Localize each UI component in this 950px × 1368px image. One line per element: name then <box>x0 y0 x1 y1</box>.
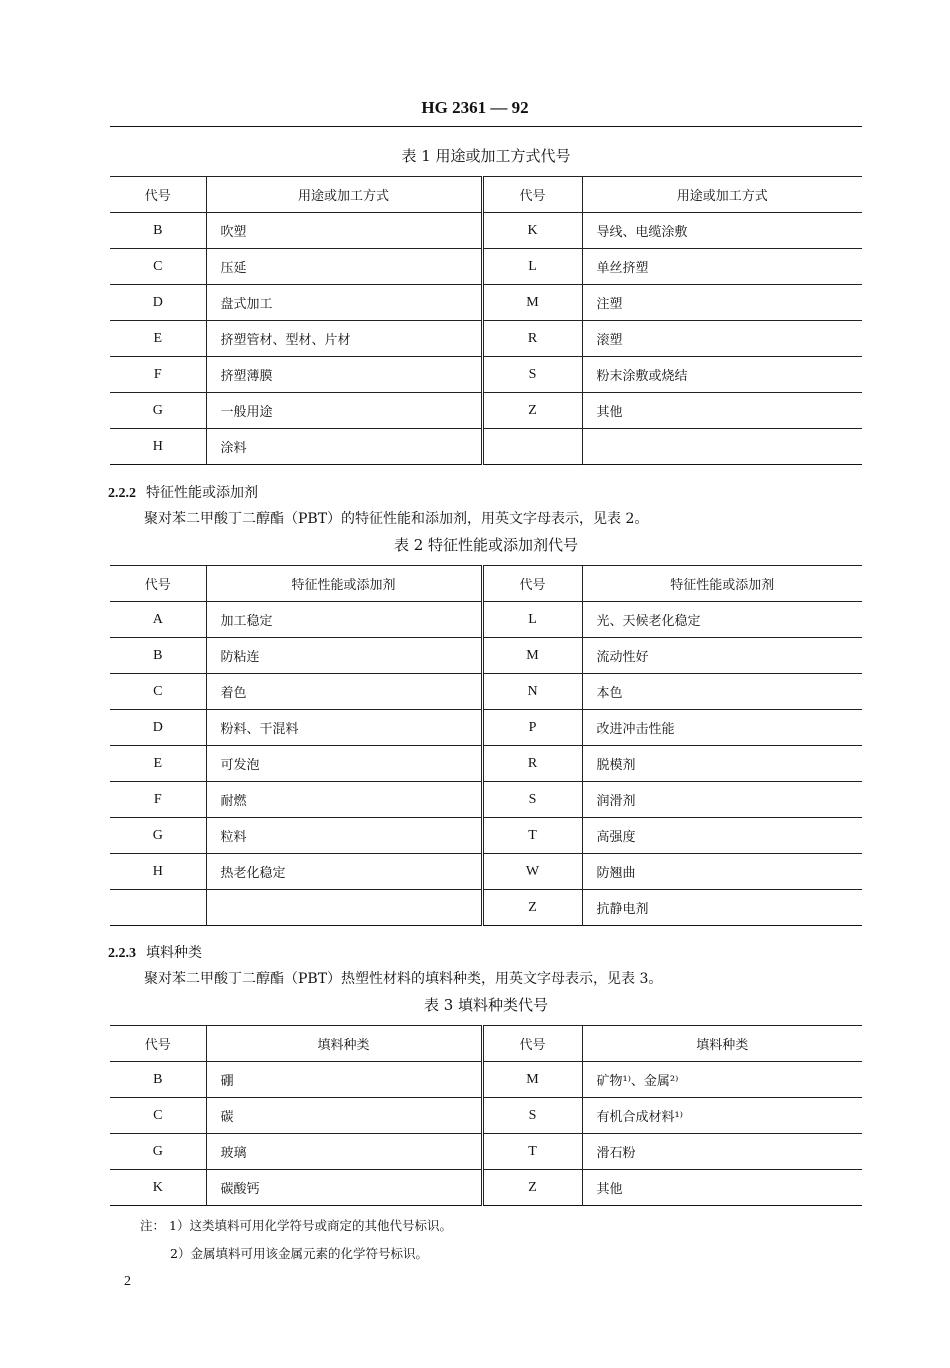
standard-number: HG 2361 — 92 <box>421 98 529 117</box>
code-cell: L <box>482 602 582 638</box>
section-title: 特征性能或添加剂 <box>146 485 258 501</box>
table-row <box>110 890 862 926</box>
text-cell: 挤塑管材、型材、片材 <box>206 321 482 357</box>
code-cell: C <box>110 1098 206 1134</box>
table-row <box>110 746 862 782</box>
text-cell: 注塑 <box>582 285 862 321</box>
text-cell: 加工稳定 <box>206 602 482 638</box>
text-cell: 防翘曲 <box>582 854 862 890</box>
code-cell: C <box>110 249 206 285</box>
section-2-2-2-heading <box>108 482 258 502</box>
note-1-text: 1）这类填料可用化学符号或商定的其他代号标识。 <box>169 1218 452 1233</box>
column-header: 特征性能或添加剂 <box>206 566 482 602</box>
text-cell: 其他 <box>582 1170 862 1206</box>
table-row <box>110 1098 862 1134</box>
table-row <box>110 1062 862 1098</box>
code-cell: N <box>482 674 582 710</box>
code-cell: T <box>482 818 582 854</box>
code-cell: K <box>482 213 582 249</box>
text-cell: 一般用途 <box>206 393 482 429</box>
table3-notes <box>140 1216 452 1272</box>
text-cell: 涂料 <box>206 429 482 465</box>
code-cell: S <box>482 357 582 393</box>
table-row <box>110 638 862 674</box>
code-cell: D <box>110 285 206 321</box>
text-cell: 改进冲击性能 <box>582 710 862 746</box>
column-header: 代号 <box>110 177 206 213</box>
table-row <box>110 602 862 638</box>
text-cell: 盘式加工 <box>206 285 482 321</box>
code-cell: Z <box>482 890 582 926</box>
table-row <box>110 321 862 357</box>
code-cell: S <box>482 1098 582 1134</box>
table-row <box>110 1170 862 1206</box>
table1 <box>110 176 862 465</box>
text-cell: 导线、电缆涂敷 <box>582 213 862 249</box>
text-cell: 流动性好 <box>582 638 862 674</box>
text-cell: 粉料、干混料 <box>206 710 482 746</box>
code-cell: A <box>110 602 206 638</box>
code-cell: B <box>110 1062 206 1098</box>
text-cell: 可发泡 <box>206 746 482 782</box>
column-header: 用途或加工方式 <box>582 177 862 213</box>
text-cell: 有机合成材料¹⁾ <box>582 1098 862 1134</box>
text-cell <box>582 429 862 465</box>
column-header: 代号 <box>482 177 582 213</box>
table-row <box>110 393 862 429</box>
text-cell: 其他 <box>582 393 862 429</box>
code-cell: B <box>110 213 206 249</box>
code-cell: W <box>482 854 582 890</box>
text-cell: 润滑剂 <box>582 782 862 818</box>
code-cell: G <box>110 1134 206 1170</box>
text-cell: 本色 <box>582 674 862 710</box>
table-row <box>110 818 862 854</box>
table-row <box>110 213 862 249</box>
table-row <box>110 357 862 393</box>
text-cell: 滑石粉 <box>582 1134 862 1170</box>
table1-caption: 表 1 用途或加工方式代号 <box>401 147 571 165</box>
code-cell: E <box>110 746 206 782</box>
code-cell: F <box>110 782 206 818</box>
text-cell: 硼 <box>206 1062 482 1098</box>
table-row <box>110 285 862 321</box>
column-header: 代号 <box>482 1026 582 1062</box>
code-cell: S <box>482 782 582 818</box>
code-cell: R <box>482 321 582 357</box>
table-row <box>110 782 862 818</box>
table-row <box>110 1134 862 1170</box>
text-cell: 着色 <box>206 674 482 710</box>
section-2-2-2-text: 聚对苯二甲酸丁二醇酯（PBT）的特征性能和添加剂，用英文字母表示，见表 2。 <box>144 511 649 527</box>
section-2-2-3-heading <box>108 942 202 962</box>
code-cell: Z <box>482 1170 582 1206</box>
text-cell: 光、天候老化稳定 <box>582 602 862 638</box>
column-header: 代号 <box>110 566 206 602</box>
note-2: 2）金属填料可用该金属元素的化学符号标识。 <box>170 1246 428 1261</box>
code-cell: R <box>482 746 582 782</box>
table-row <box>110 854 862 890</box>
column-header: 特征性能或添加剂 <box>582 566 862 602</box>
table-row <box>110 249 862 285</box>
text-cell: 耐燃 <box>206 782 482 818</box>
header-rule <box>110 126 862 127</box>
table-row <box>110 674 862 710</box>
table-header-row <box>110 566 862 602</box>
code-cell: G <box>110 818 206 854</box>
text-cell: 玻璃 <box>206 1134 482 1170</box>
column-header: 填料种类 <box>206 1026 482 1062</box>
column-header: 用途或加工方式 <box>206 177 482 213</box>
table-header-row <box>110 177 862 213</box>
code-cell: T <box>482 1134 582 1170</box>
table3-caption: 表 3 填料种类代号 <box>423 996 549 1014</box>
text-cell: 滚塑 <box>582 321 862 357</box>
note-1 <box>140 1216 452 1234</box>
section-number: 2.2.2 <box>108 486 136 501</box>
table3 <box>110 1025 862 1206</box>
code-cell: M <box>482 1062 582 1098</box>
code-cell: Z <box>482 393 582 429</box>
notes-label: 注： <box>140 1218 166 1233</box>
text-cell: 碳酸钙 <box>206 1170 482 1206</box>
text-cell: 矿物¹⁾、金属²⁾ <box>582 1062 862 1098</box>
text-cell: 脱模剂 <box>582 746 862 782</box>
code-cell: K <box>110 1170 206 1206</box>
table2 <box>110 565 862 926</box>
text-cell: 防粘连 <box>206 638 482 674</box>
text-cell: 吹塑 <box>206 213 482 249</box>
code-cell: M <box>482 638 582 674</box>
code-cell: E <box>110 321 206 357</box>
code-cell: H <box>110 854 206 890</box>
table2-caption: 表 2 特征性能或添加剂代号 <box>393 536 579 554</box>
section-2-2-3-text: 聚对苯二甲酸丁二醇酯（PBT）热塑性材料的填料种类，用英文字母表示，见表 3。 <box>144 971 663 987</box>
text-cell: 粉末涂敷或烧结 <box>582 357 862 393</box>
code-cell <box>110 890 206 926</box>
code-cell: C <box>110 674 206 710</box>
text-cell <box>206 890 482 926</box>
code-cell: L <box>482 249 582 285</box>
section-number: 2.2.3 <box>108 946 136 961</box>
text-cell: 粒料 <box>206 818 482 854</box>
table-row <box>110 429 862 465</box>
column-header: 代号 <box>110 1026 206 1062</box>
section-title: 填料种类 <box>146 945 202 961</box>
table-header-row <box>110 1026 862 1062</box>
table-row <box>110 710 862 746</box>
text-cell: 挤塑薄膜 <box>206 357 482 393</box>
code-cell: B <box>110 638 206 674</box>
code-cell: D <box>110 710 206 746</box>
text-cell: 高强度 <box>582 818 862 854</box>
code-cell: F <box>110 357 206 393</box>
code-cell: M <box>482 285 582 321</box>
column-header: 填料种类 <box>582 1026 862 1062</box>
code-cell: G <box>110 393 206 429</box>
text-cell: 单丝挤塑 <box>582 249 862 285</box>
column-header: 代号 <box>482 566 582 602</box>
code-cell: P <box>482 710 582 746</box>
code-cell: H <box>110 429 206 465</box>
text-cell: 热老化稳定 <box>206 854 482 890</box>
text-cell: 碳 <box>206 1098 482 1134</box>
page-number: 2 <box>124 1274 131 1289</box>
text-cell: 压延 <box>206 249 482 285</box>
code-cell <box>482 429 582 465</box>
text-cell: 抗静电剂 <box>582 890 862 926</box>
